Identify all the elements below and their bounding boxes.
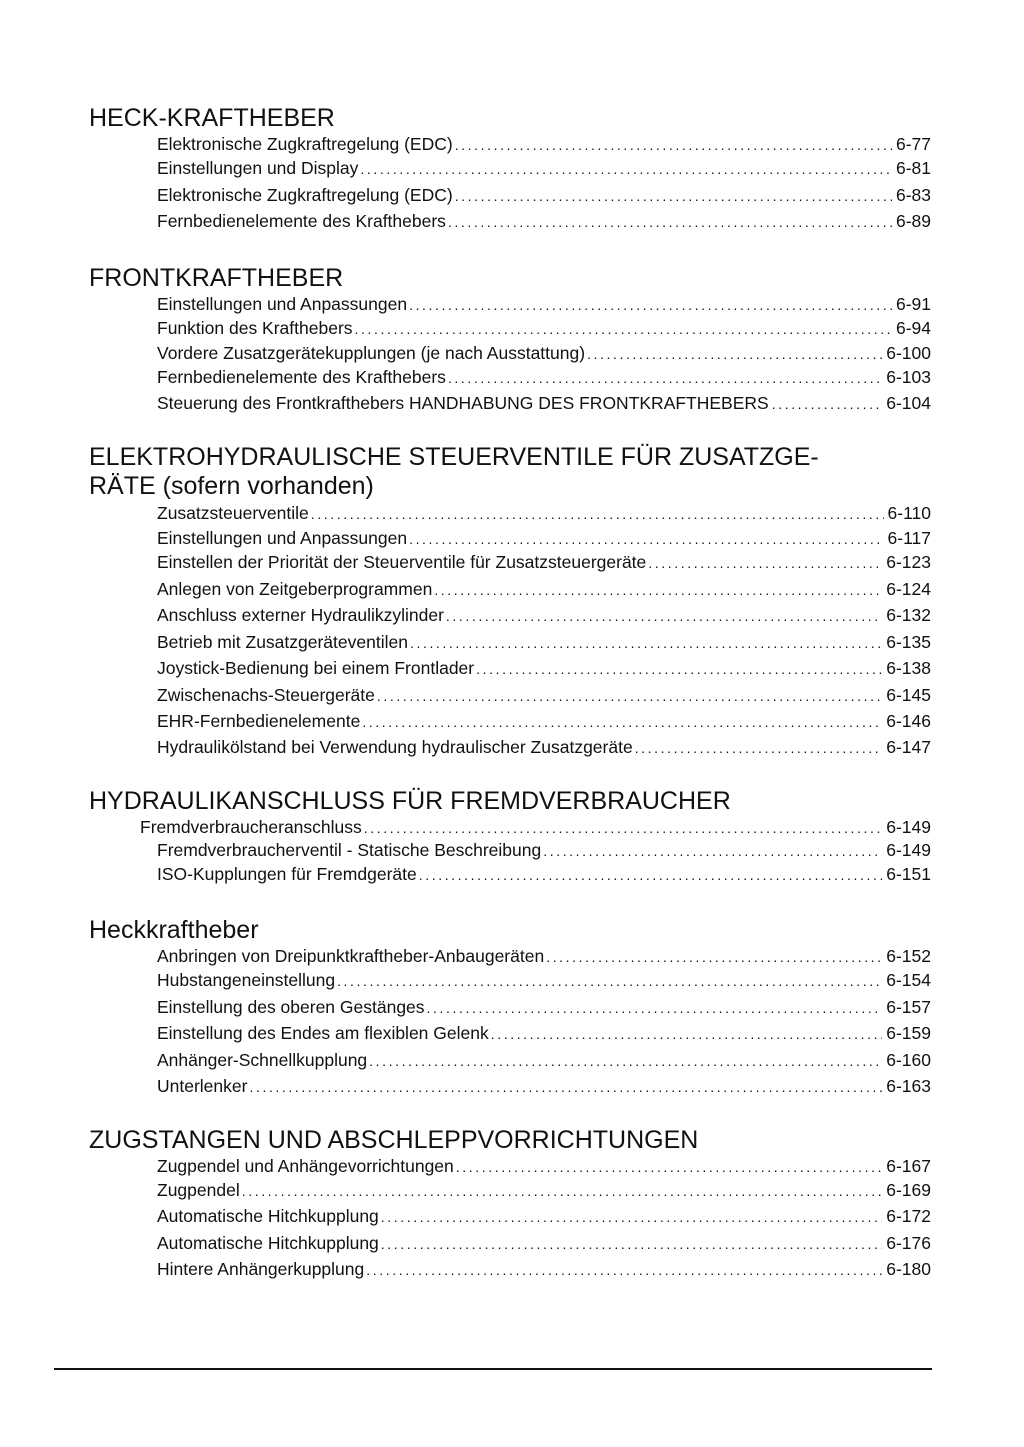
entry-title: Anhänger-Schnellkupplung <box>157 1049 368 1070</box>
entry-page-number: 6-124 <box>886 578 931 599</box>
entry-title: Fernbedienelemente des Krafthebers <box>157 211 446 231</box>
toc-entry[interactable] <box>89 342 931 365</box>
entry-page-number: 6-154 <box>886 970 931 990</box>
entry-page-number: 6-169 <box>886 1179 931 1200</box>
dot-leader <box>242 1179 883 1205</box>
dot-leader <box>476 657 882 683</box>
toc-entry[interactable] <box>89 527 931 550</box>
entry-page-number: 6-160 <box>886 1049 931 1070</box>
toc-entry[interactable] <box>89 1048 931 1075</box>
dot-leader <box>427 996 883 1022</box>
entry-title: Automatische Hitchkupplung <box>157 1206 379 1226</box>
entry-title: Hintere Anhängerkupplung <box>157 1259 365 1279</box>
dot-leader <box>448 210 892 236</box>
toc-section-zugstangen <box>89 1126 931 1284</box>
entry-page-number: 6-146 <box>886 711 931 731</box>
dot-leader <box>455 184 892 210</box>
entry-title: Funktion des Krafthebers <box>157 317 353 338</box>
dot-leader <box>410 631 882 657</box>
dot-leader <box>546 946 882 968</box>
dot-leader <box>377 684 882 710</box>
toc-entry[interactable] <box>89 577 931 604</box>
toc-section-heck-kraftheber <box>89 104 931 236</box>
toc-entry[interactable] <box>89 392 931 415</box>
toc-entry[interactable] <box>89 736 931 759</box>
entry-page-number: 6-104 <box>886 392 931 413</box>
toc-entry[interactable] <box>89 968 931 995</box>
section-heading: HECK-KRAFTHEBER <box>89 104 335 132</box>
entry-page-number: 6-91 <box>895 293 931 314</box>
entry-title: Fremdverbraucherventil - Statische Beschreibung <box>157 839 542 860</box>
dot-leader <box>364 817 882 839</box>
entry-title: Anschluss externer Hydraulikzylinder <box>157 605 444 625</box>
entry-page-number: 6-167 <box>886 1155 931 1176</box>
toc-entry[interactable] <box>89 1257 931 1284</box>
toc-entry[interactable] <box>89 293 931 316</box>
dot-leader <box>491 1022 883 1048</box>
entry-title: Vordere Zusatzgerätekupplungen (je nach Ausstattung) <box>157 343 586 363</box>
entry-title: Zusatzsteuerventile <box>157 502 309 523</box>
toc-entry[interactable] <box>89 816 931 839</box>
dot-leader <box>455 134 892 156</box>
entry-title: Zugpendel <box>157 1179 240 1200</box>
entry-title: Unterlenker <box>157 1076 248 1096</box>
entry-page-number: 6-163 <box>886 1076 931 1096</box>
dot-leader <box>249 1075 882 1101</box>
entry-title: Zwischenachs-Steuergeräte <box>157 684 375 705</box>
toc-entry[interactable] <box>89 1178 931 1205</box>
entry-title: Elektronische Zugkraftregelung (EDC) <box>157 134 453 154</box>
section-heading: FRONTKRAFTHEBER <box>89 263 344 292</box>
entry-page-number: 6-176 <box>886 1232 931 1253</box>
dot-leader <box>311 502 884 528</box>
dot-leader <box>337 969 882 995</box>
entry-page-number: 6-89 <box>895 211 931 231</box>
dot-leader <box>360 157 892 183</box>
entry-title: Einstellungen und Anpassungen <box>157 528 408 548</box>
toc-entry[interactable] <box>89 862 931 889</box>
dot-leader <box>446 604 882 630</box>
toc-entry[interactable] <box>89 550 931 577</box>
toc-section-heckkraftheber <box>89 916 931 1101</box>
toc-entry[interactable] <box>89 1021 931 1048</box>
entry-title: Steuerung des Frontkrafthebers HANDHABUNG DES FRONTKRAFTHEBERS <box>157 392 769 413</box>
entry-list <box>89 945 931 1101</box>
entry-list <box>89 133 931 236</box>
dot-leader <box>409 528 883 550</box>
entry-title: Einstellen der Priorität der Steuerventile für Zusatzsteuergeräte <box>157 552 647 572</box>
entry-page-number: 6-159 <box>886 1023 931 1043</box>
toc-entry[interactable] <box>89 1231 931 1258</box>
toc-entry[interactable] <box>89 709 931 736</box>
section-heading: ZUGSTANGEN UND ABSCHLEPPVORRICHTUNGEN <box>89 1125 699 1154</box>
dot-leader <box>419 863 883 889</box>
entry-page-number: 6-138 <box>886 658 931 678</box>
entry-page-number: 6-157 <box>886 996 931 1017</box>
toc-entry[interactable] <box>89 316 931 343</box>
dot-leader <box>381 1232 882 1258</box>
table-of-contents <box>89 104 931 1284</box>
dot-leader <box>635 737 883 759</box>
entry-page-number: 6-149 <box>886 839 931 860</box>
entry-title: Einstellungen und Anpassungen <box>157 293 408 314</box>
entry-page-number: 6-100 <box>886 343 931 363</box>
toc-entry[interactable] <box>89 1204 931 1231</box>
toc-section-elektrohydraulische-steuerventile <box>89 443 931 759</box>
section-heading <box>89 443 931 501</box>
footer-divider <box>54 1368 932 1370</box>
entry-list <box>89 293 931 415</box>
toc-entry[interactable] <box>89 1155 931 1178</box>
section-heading-line-1: ELEKTROHYDRAULISCHE STEUERVENTILE FÜR ZUSATZGE- <box>89 442 819 471</box>
toc-entry[interactable] <box>89 156 931 183</box>
entry-title: Automatische Hitchkupplung <box>157 1232 379 1253</box>
entry-page-number: 6-147 <box>886 736 931 757</box>
toc-entry[interactable] <box>89 133 931 156</box>
toc-entry[interactable] <box>89 839 931 862</box>
dot-leader <box>456 1156 882 1178</box>
dot-leader <box>543 840 882 862</box>
entry-list <box>89 816 931 889</box>
entry-title: Elektronische Zugkraftregelung (EDC) <box>157 184 453 205</box>
dot-leader <box>772 393 884 415</box>
toc-entry[interactable] <box>89 945 931 968</box>
entry-title: Betrieb mit Zusatzgeräteventilen <box>157 631 408 652</box>
toc-entry[interactable] <box>89 683 931 710</box>
entry-page-number: 6-117 <box>887 528 931 548</box>
section-heading: Heckkraftheber <box>89 916 259 944</box>
entry-title: Einstellung des oberen Gestänges <box>157 996 425 1017</box>
toc-entry[interactable] <box>89 656 931 683</box>
entry-page-number: 6-110 <box>887 502 931 523</box>
entry-page-number: 6-180 <box>886 1259 931 1279</box>
entry-title: Anlegen von Zeitgeberprogrammen <box>157 578 433 599</box>
entry-page-number: 6-149 <box>886 816 931 837</box>
dot-leader <box>648 551 882 577</box>
dot-leader <box>448 366 882 392</box>
dot-leader <box>381 1205 882 1231</box>
entry-page-number: 6-81 <box>895 158 931 178</box>
section-heading-line-2: RÄTE (sofern vorhanden) <box>89 471 374 500</box>
toc-entry[interactable] <box>89 630 931 657</box>
entry-title: Einstellung des Endes am flexiblen Gelenk <box>157 1023 489 1043</box>
entry-title: ISO-Kupplungen für Fremdgeräte <box>157 863 417 884</box>
entry-list <box>89 1155 931 1284</box>
entry-list <box>89 501 931 759</box>
toc-section-hydraulikanschluss <box>89 787 931 889</box>
entry-title: Fremdverbraucheranschluss <box>140 816 362 837</box>
entry-title: Hydraulikölstand bei Verwendung hydraulischer Zusatzgeräte <box>157 736 633 757</box>
toc-entry[interactable] <box>89 501 931 528</box>
entry-page-number: 6-123 <box>886 552 931 572</box>
entry-title: Anbringen von Dreipunktkraftheber-Anbaugeräten <box>157 946 545 966</box>
entry-page-number: 6-135 <box>886 631 931 652</box>
entry-page-number: 6-151 <box>886 863 931 884</box>
dot-leader <box>369 1049 882 1075</box>
toc-entry[interactable] <box>89 995 931 1022</box>
toc-entry[interactable] <box>89 603 931 630</box>
dot-leader <box>587 343 882 365</box>
entry-title: Einstellungen und Display <box>157 158 359 178</box>
entry-page-number: 6-94 <box>895 317 931 338</box>
dot-leader <box>409 294 892 316</box>
entry-title: EHR-Fernbedienelemente <box>157 711 361 731</box>
entry-title: Fernbedienelemente des Krafthebers <box>157 367 446 387</box>
entry-title: Zugpendel und Anhängevorrichtungen <box>157 1155 454 1176</box>
toc-entry[interactable] <box>89 365 931 392</box>
dot-leader <box>434 578 882 604</box>
toc-entry[interactable] <box>89 209 931 236</box>
entry-page-number: 6-152 <box>886 946 931 966</box>
entry-page-number: 6-83 <box>895 184 931 205</box>
toc-section-frontkraftheber <box>89 264 931 415</box>
dot-leader <box>366 1258 882 1284</box>
entry-title: Hubstangeneinstellung <box>157 970 336 990</box>
dot-leader <box>362 710 882 736</box>
entry-page-number: 6-103 <box>886 367 931 387</box>
entry-title: Joystick-Bedienung bei einem Frontlader <box>157 658 475 678</box>
entry-page-number: 6-132 <box>886 605 931 625</box>
toc-entry[interactable] <box>89 1074 931 1101</box>
entry-page-number: 6-145 <box>886 684 931 705</box>
dot-leader <box>355 317 892 343</box>
entry-page-number: 6-172 <box>886 1206 931 1226</box>
entry-page-number: 6-77 <box>895 134 931 154</box>
section-heading: HYDRAULIKANSCHLUSS FÜR FREMDVERBRAUCHER <box>89 786 731 815</box>
toc-entry[interactable] <box>89 183 931 210</box>
